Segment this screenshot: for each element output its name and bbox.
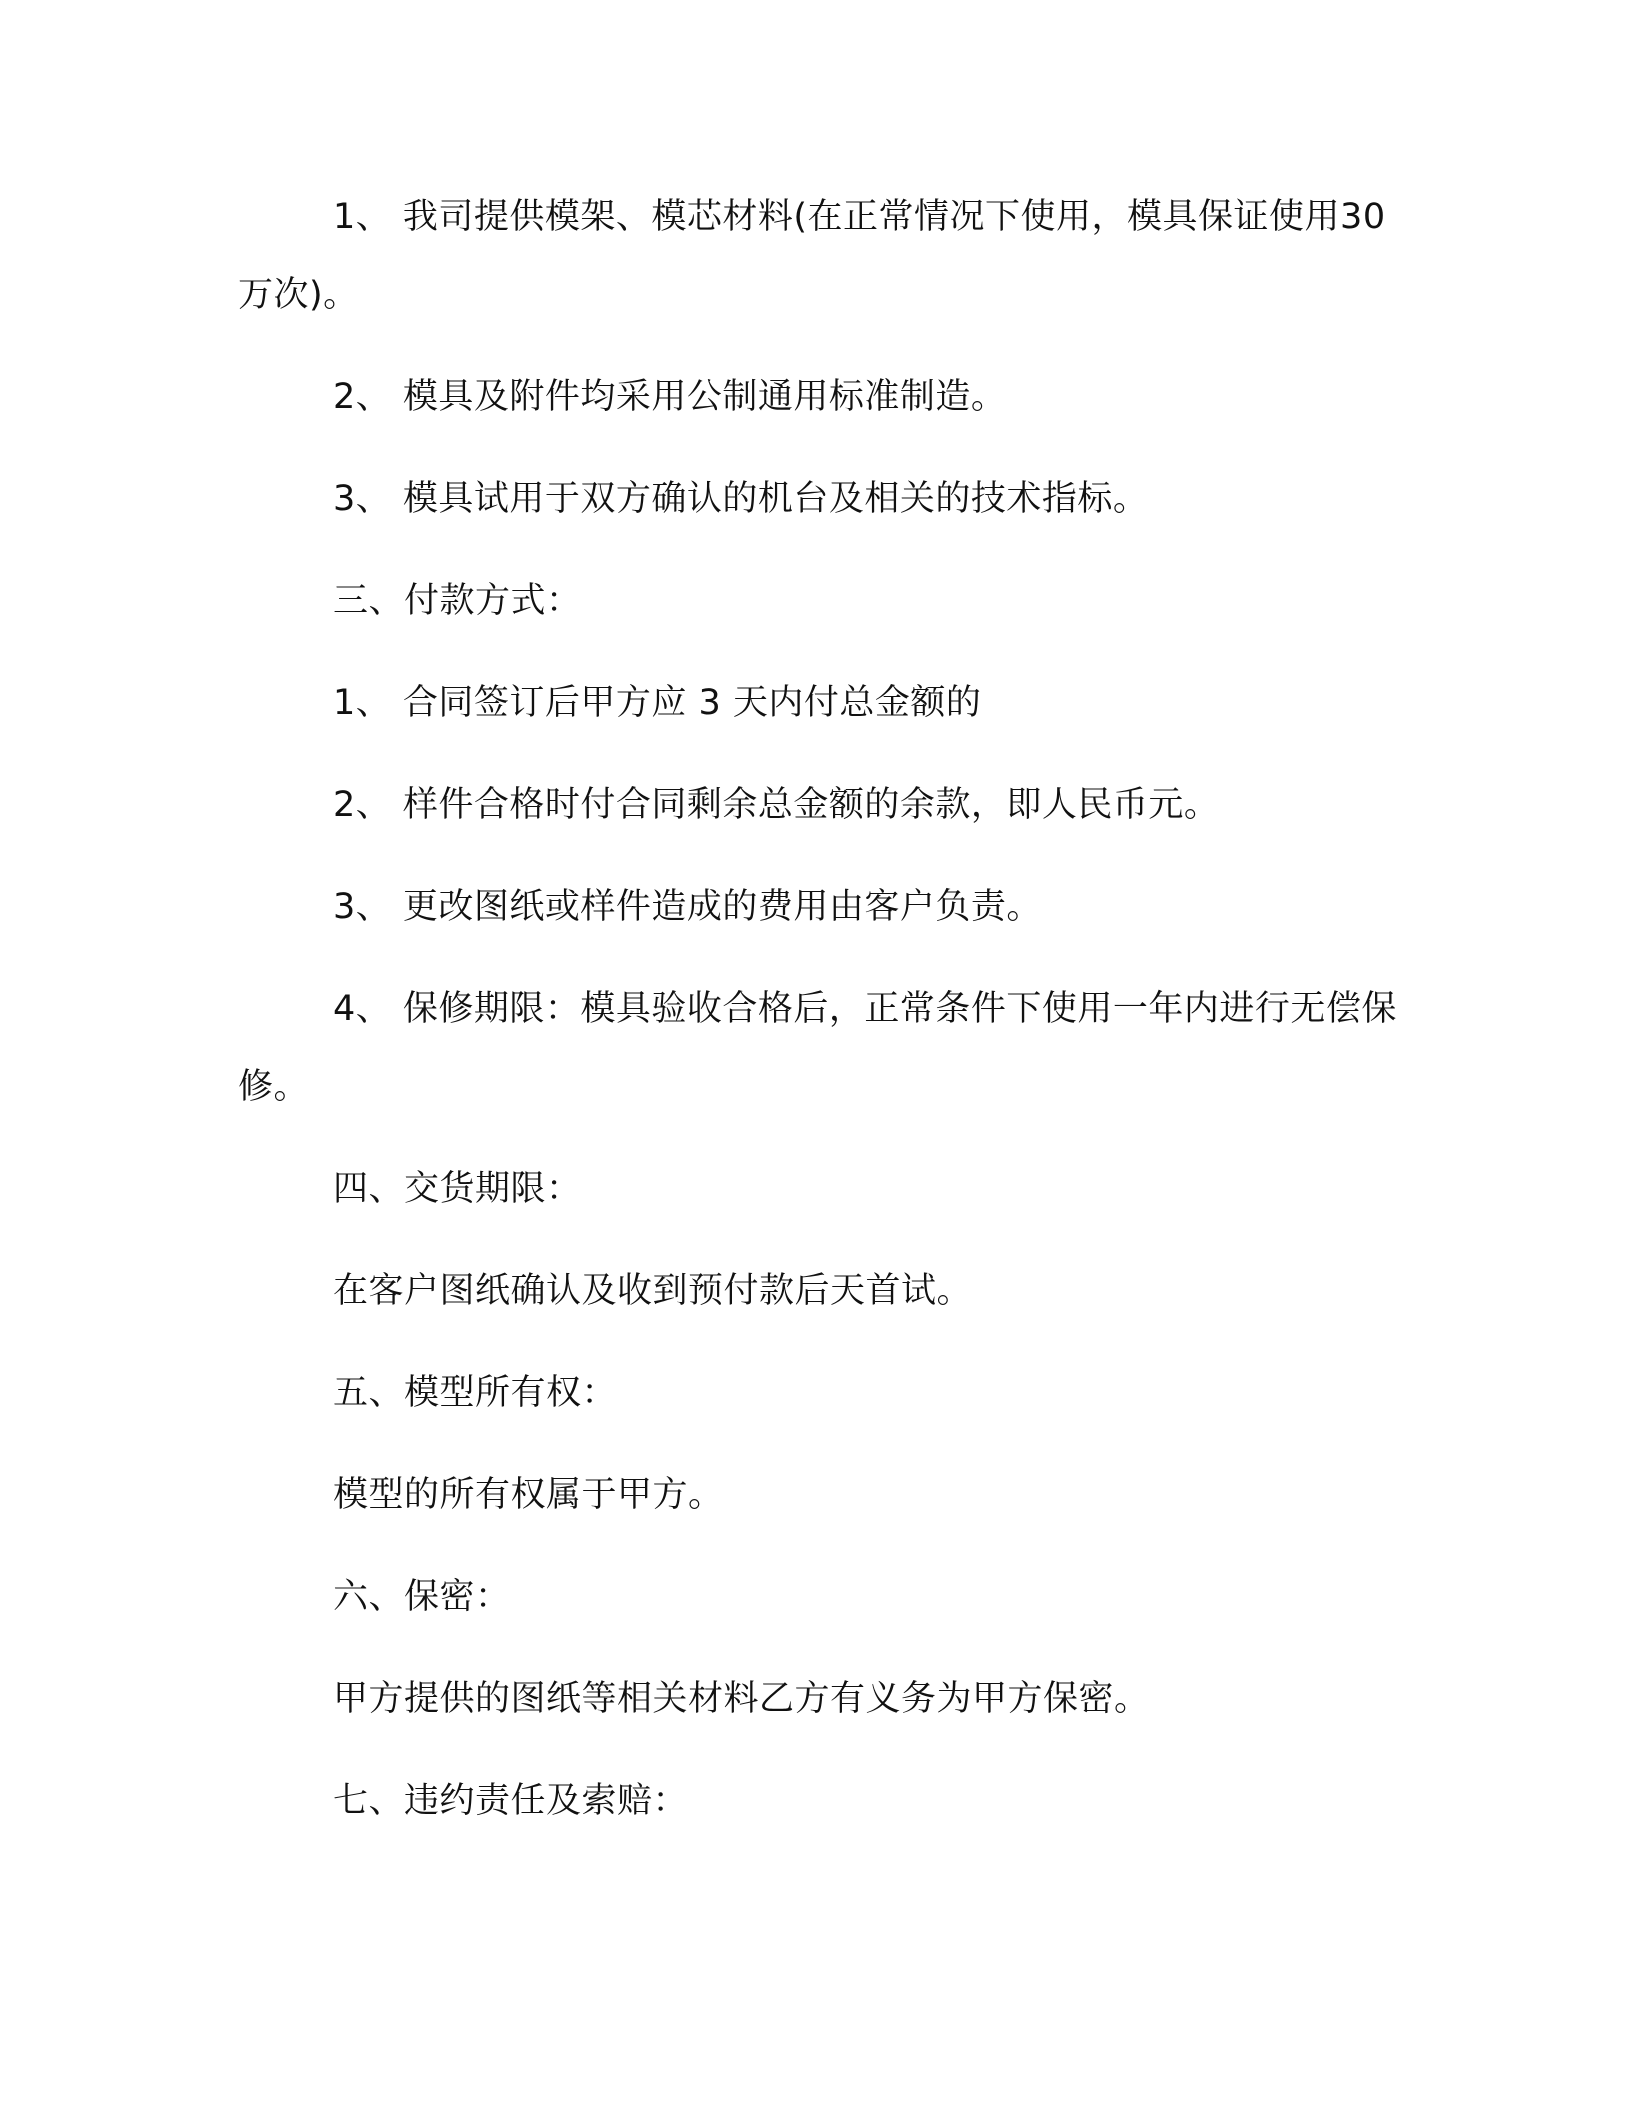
delivery-text: 在客户图纸确认及收到预付款后天首试。 xyxy=(333,1271,973,1311)
payment-clause-1: 1、 合同签订后甲方应 3 天内付总金额的 xyxy=(333,683,982,723)
confidentiality-text: 甲方提供的图纸等相关材料乙方有义务为甲方保密。 xyxy=(333,1679,1150,1719)
section-3-payment-heading: 三、付款方式： xyxy=(333,581,582,621)
payment-clause-2: 2、 样件合格时付合同剩余总金额的余款，即人民币元。 xyxy=(333,785,1220,825)
clause-1-mold-materials: 1、 我司提供模架、模芯材料(在正常情况下使用，模具保证使用30 万次)。 xyxy=(238,197,1386,315)
clause-2-standards: 2、 模具及附件均采用公制通用标准制造。 xyxy=(333,377,1007,417)
section-5-ownership-heading: 五、模型所有权： xyxy=(333,1373,618,1413)
payment-clause-3: 3、 更改图纸或样件造成的费用由客户负责。 xyxy=(333,887,1042,927)
ownership-text: 模型的所有权属于甲方。 xyxy=(333,1475,724,1515)
clause-3-machine: 3、 模具试用于双方确认的机台及相关的技术指标。 xyxy=(333,479,1149,519)
section-4-delivery-heading: 四、交货期限： xyxy=(333,1169,582,1209)
section-6-confidentiality-heading: 六、保密： xyxy=(333,1577,511,1617)
section-7-liability-heading: 七、违约责任及索赔： xyxy=(333,1781,689,1821)
payment-clause-4-warranty: 4、 保修期限：模具验收合格后，正常条件下使用一年内进行无偿保修。 xyxy=(238,989,1397,1107)
